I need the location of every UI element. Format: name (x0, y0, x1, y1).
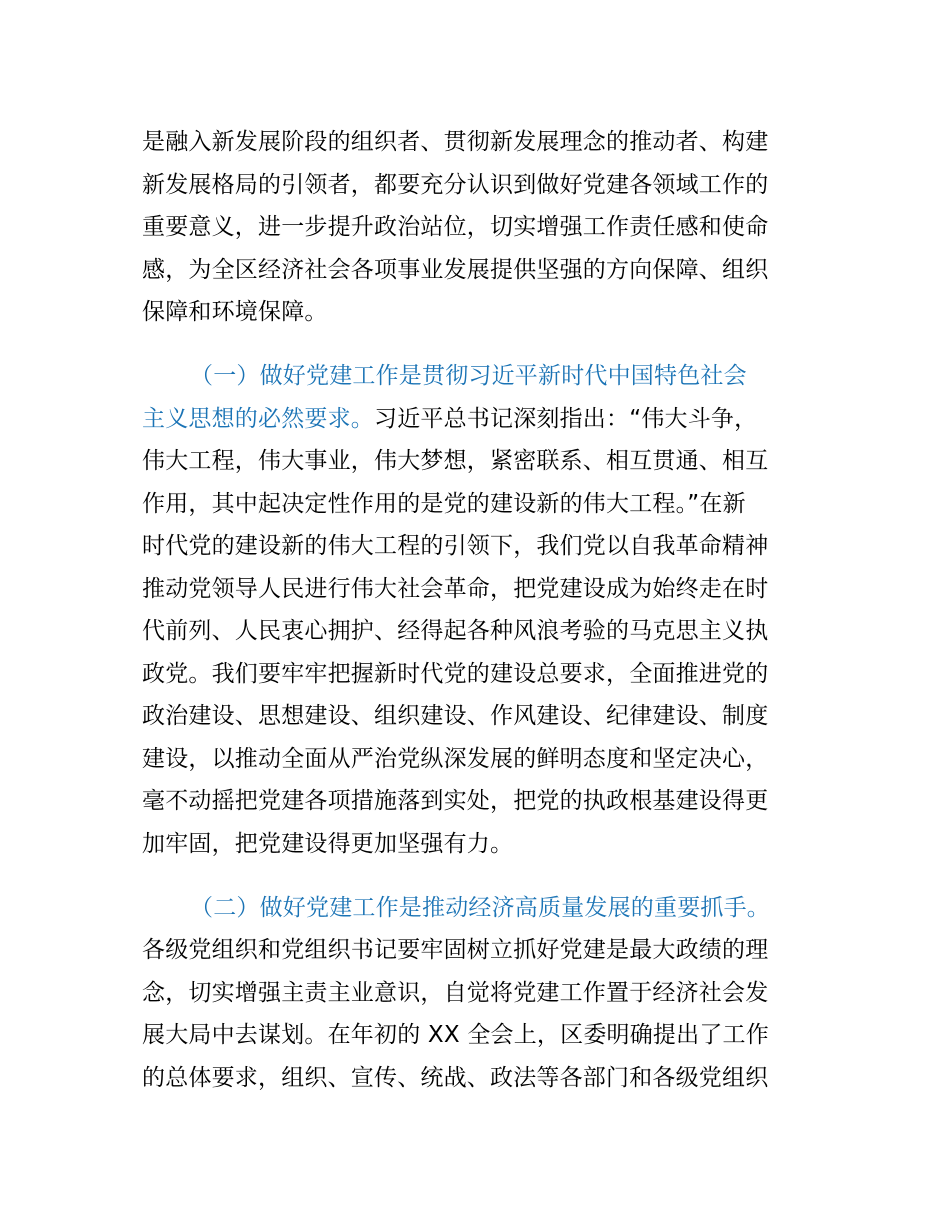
paragraph-line: 时代党的建设新的伟大工程的引领下，我们党以自我革命精神 (142, 533, 769, 559)
section2-heading: （二）做好党建工作是推动经济高质量发展的重要抓手。 (190, 895, 770, 921)
paragraph-line: 推动党领导人民进行伟大社会革命，把党建设成为始终走在时 (142, 576, 769, 602)
paragraph-line: 毫不动摇把党建各项措施落到实处，把党的执政根基建设得更 (142, 788, 769, 814)
paragraph-line: 感，为全区经济社会各项事业发展提供坚强的方向保障、组织 (142, 257, 769, 283)
paragraph-line: 各级党组织和党组织书记要牢固树立抓好党建是最大政绩的理 (142, 937, 769, 963)
paragraph-line: 展大局中去谋划。在年初的 XX 全会上，区委明确提出了工作 (142, 1022, 769, 1048)
paragraph-line: 作用，其中起决定性作用的是党的建设新的伟大工程。”在新 (142, 491, 746, 517)
paragraph-line: 伟大工程，伟大事业，伟大梦想，紧密联系、相互贯通、相互 (142, 448, 769, 474)
paragraph-line: 念，切实增强主责主业意识，自觉将党建工作置于经济社会发 (142, 980, 769, 1006)
paragraph-line: 的总体要求，组织、宣传、统战、政法等各部门和各级党组织 (142, 1065, 769, 1091)
paragraph-line: 建设，以推动全面从严治党纵深发展的鲜明态度和坚定决心， (142, 746, 769, 772)
paragraph-line: 是融入新发展阶段的组织者、贯彻新发展理念的推动者、构建 (142, 129, 769, 155)
section1-heading-continuation: 主义思想的必然要求。 (142, 406, 374, 432)
paragraph-line: 保障和环境保障。 (142, 299, 328, 325)
paragraph-line: 代前列、人民衷心拥护、经得起各种风浪考验的马克思主义执 (142, 618, 769, 644)
section1-heading-line2 (142, 404, 757, 434)
section1-heading: （一）做好党建工作是贯彻习近平新时代中国特色社会 (190, 363, 747, 389)
paragraph-line: 重要意义，进一步提升政治站位，切实增强工作责任感和使命 (142, 214, 769, 240)
paragraph-line: 政治建设、思想建设、组织建设、作风建设、纪律建设、制度 (142, 703, 769, 729)
paragraph-line: 新发展格局的引领者，都要充分认识到做好党建各领域工作的 (142, 172, 769, 198)
paragraph-line: 政党。我们要牢牢把握新时代党的建设总要求，全面推进党的 (142, 661, 769, 687)
paragraph-line: 加牢固，把党建设得更加坚强有力。 (142, 831, 514, 857)
section1-body-start: 习近平总书记深刻指出：“伟大斗争， (374, 406, 758, 432)
